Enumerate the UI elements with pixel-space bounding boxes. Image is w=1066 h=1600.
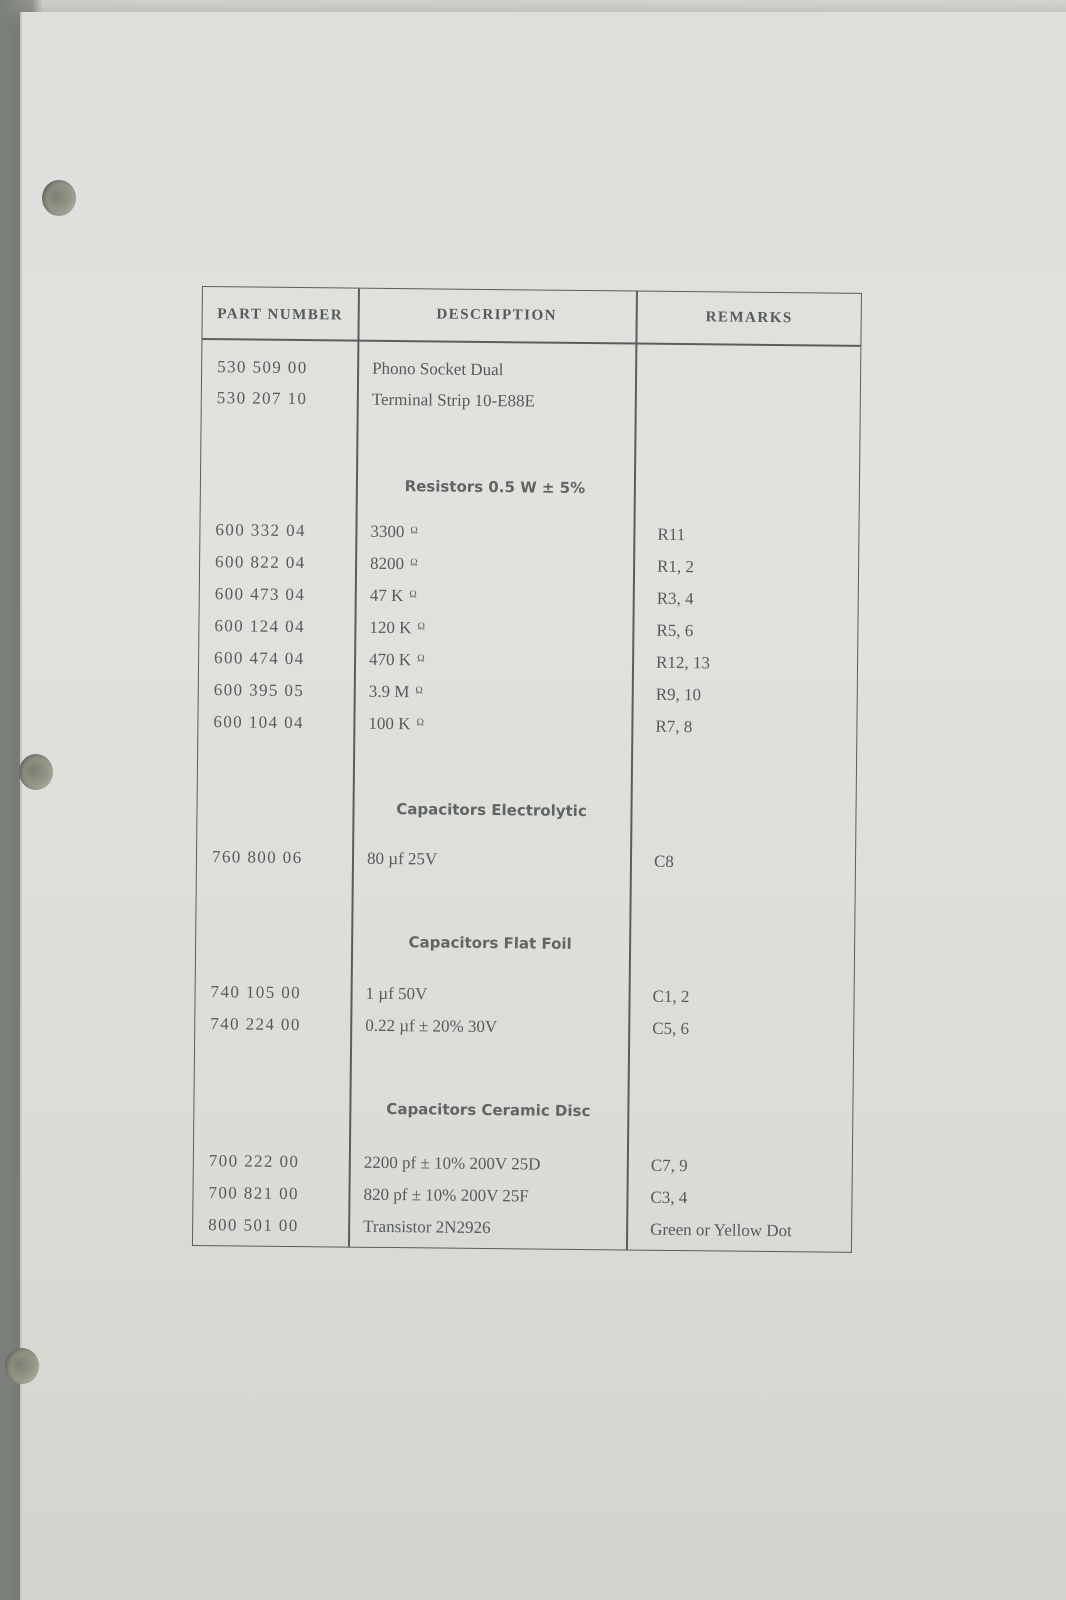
table-row — [197, 847, 857, 882]
resistance-value: 3.9 M — [368, 681, 410, 702]
part-description — [370, 554, 630, 577]
part-number: 600 332 04 — [215, 520, 307, 541]
part-remark: R12, 13 — [655, 652, 711, 673]
part-description: 1 µf 50V — [365, 983, 428, 1004]
part-number: 600 822 04 — [215, 552, 306, 573]
resistance-value: 47 K — [369, 585, 404, 606]
table-row — [194, 1151, 854, 1186]
table-row — [195, 982, 855, 1017]
part-number: 600 395 05 — [213, 680, 305, 701]
part-number: 600 473 04 — [214, 584, 306, 605]
section-heading: Capacitors Flat Foil — [408, 933, 572, 953]
part-remark — [659, 362, 859, 364]
part-number: 740 224 00 — [210, 1014, 301, 1035]
ohm-symbol: Ω — [417, 653, 425, 665]
table-row — [199, 648, 859, 683]
part-remark: R1, 2 — [656, 556, 695, 577]
section-heading: Capacitors Electrolytic — [396, 800, 587, 821]
part-number: 530 207 10 — [216, 388, 308, 409]
part-description: 80 µf 25V — [366, 848, 438, 869]
part-number: 600 104 04 — [213, 712, 305, 733]
binder-hole-middle — [19, 754, 53, 790]
part-description — [369, 650, 629, 673]
resistance-value: 8200 — [370, 553, 405, 574]
column-divider — [626, 292, 638, 1250]
part-description — [369, 682, 629, 705]
resistance-value: 470 K — [369, 649, 412, 670]
resistance-value: 3300 — [370, 521, 405, 542]
table-row — [202, 357, 862, 392]
table-row — [193, 1183, 853, 1218]
ohm-symbol: Ω — [410, 525, 418, 537]
part-number: 740 105 00 — [210, 982, 302, 1003]
section-heading: Resistors 0.5 W ± 5% — [404, 477, 586, 498]
binder-hole-bottom — [5, 1348, 39, 1384]
part-number: 600 124 04 — [214, 616, 306, 637]
table-row — [199, 680, 859, 715]
resistance-value: 100 K — [368, 713, 411, 734]
table-row — [195, 1014, 855, 1049]
part-remark: R9, 10 — [655, 684, 702, 705]
table-row — [200, 520, 860, 555]
part-remark — [659, 393, 859, 395]
part-remark: C8 — [653, 851, 674, 871]
part-remark: R7, 8 — [655, 716, 693, 737]
ohm-symbol: Ω — [410, 557, 418, 569]
part-remark: Green or Yellow Dot — [650, 1219, 792, 1241]
table-row — [202, 388, 862, 423]
part-remark: R11 — [657, 524, 686, 545]
description-header: DESCRIPTION — [436, 306, 558, 324]
part-remark: C1, 2 — [652, 986, 690, 1007]
part-description: Transistor 2N2926 — [363, 1216, 491, 1238]
table-row — [199, 616, 859, 651]
part-remark: C7, 9 — [650, 1155, 688, 1176]
part-remark: R3, 4 — [656, 588, 694, 609]
table-row — [198, 712, 858, 747]
remarks-header: REMARKS — [705, 309, 793, 327]
part-description: 2200 pf ± 10% 200V 25D — [363, 1152, 541, 1174]
part-number: 530 509 00 — [217, 357, 308, 378]
part-number: 760 800 06 — [211, 847, 303, 868]
part-description — [369, 618, 629, 641]
part-description: 0.22 µf ± 20% 30V — [365, 1015, 498, 1037]
part-description: Terminal Strip 10-E88E — [371, 389, 536, 411]
part-number: 800 501 00 — [208, 1215, 299, 1236]
ohm-symbol: Ω — [409, 589, 417, 601]
resistance-value: 120 K — [369, 617, 412, 638]
part-number-header: PART NUMBER — [217, 306, 344, 324]
ohm-symbol: Ω — [416, 717, 424, 729]
part-description: 820 pf ± 10% 200V 25F — [363, 1184, 529, 1206]
section-heading: Capacitors Ceramic Disc — [386, 1099, 591, 1121]
part-remark: R5, 6 — [656, 620, 694, 641]
part-description: Phono Socket Dual — [372, 358, 504, 380]
table-row — [193, 1215, 853, 1250]
ohm-symbol: Ω — [415, 685, 423, 697]
part-number: 600 474 04 — [214, 648, 305, 669]
binder-hole-top — [42, 180, 76, 216]
part-number: 700 821 00 — [208, 1183, 300, 1204]
part-remark: C5, 6 — [652, 1018, 690, 1039]
table-row — [200, 552, 860, 587]
part-description — [370, 522, 630, 545]
part-description — [368, 714, 628, 737]
part-number: 700 222 00 — [208, 1151, 300, 1172]
ohm-symbol: Ω — [417, 621, 425, 633]
part-remark: C3, 4 — [650, 1187, 688, 1208]
parts-list-table — [192, 286, 862, 1253]
part-description — [370, 586, 630, 609]
table-row — [200, 584, 860, 619]
